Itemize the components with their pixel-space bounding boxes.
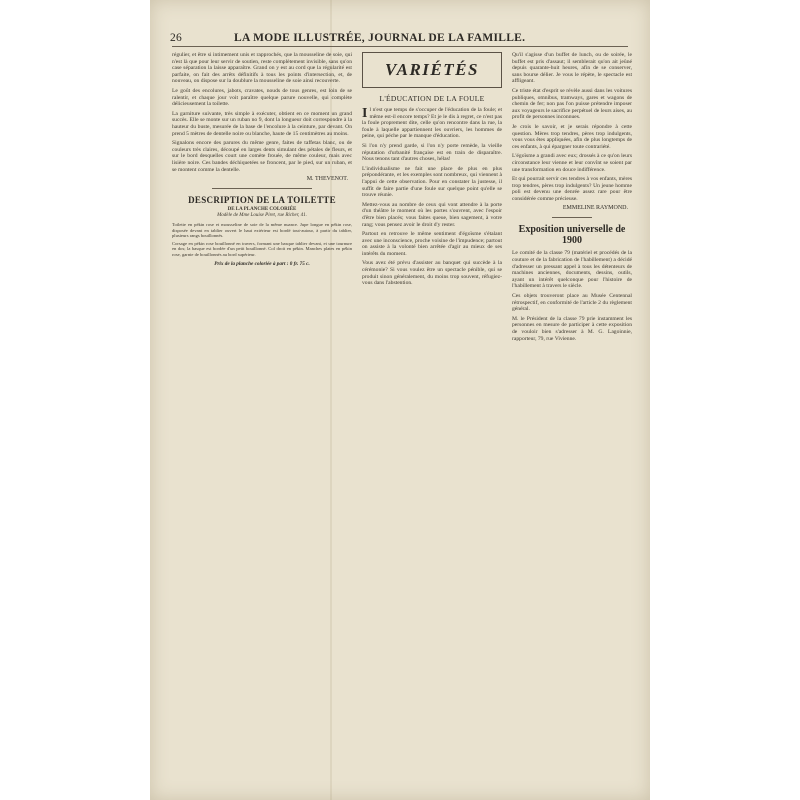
plate-price: Prix de la planche coloriée à part : 0 fr. 75 c. bbox=[214, 260, 310, 267]
paragraph: Ces objets trouveront place au Musée Centennal rétrospectif, en conformité de l'article 2 du règlement général. bbox=[512, 293, 632, 313]
paragraph: Signalons encore des parures du même genre, faites de taffetas blanc, ou de couleurs très claires, découpé en larges dents simulant des pétales de fleurs, et sur le bord desquelles court une comète frouée, de même couleur, mais avec lisière noire. Ces bandes déchiquetées se froncent, par le pied, sur un ruban, et se montent comme la dentelle. bbox=[172, 140, 352, 173]
toilette-paragraph: Toilette en pékin rose et mousseline de soie de la même nuance. Jupe longue en pékin rose, disposée devant en tablier ouvert le haut extérieur est bordé tout-autour, à partir du tablier, plusieurs rangs bouillonnés. bbox=[172, 222, 352, 239]
paragraph: Le comité de la classe 79 (matériel et procédés de la couture et de la fabrication de l'habillement) a décidé d'adresser un pressant appel à tous les détenteurs de machines anciennes, documents, dessins, outils, ayant un intérêt quelconque pour l'histoire de l'habillement à travers le siècle. bbox=[512, 250, 632, 290]
toilette-model: Modèle de Mme Louise Piret, rue Richer, 41. bbox=[217, 213, 307, 219]
header-rule bbox=[172, 46, 628, 47]
journal-title: LA MODE ILLUSTRÉE, JOURNAL DE LA FAMILLE. bbox=[234, 32, 526, 44]
newspaper-page bbox=[150, 0, 650, 800]
column-right bbox=[512, 52, 632, 345]
column-middle bbox=[362, 52, 502, 290]
paragraph: L'égoïsme a grandi avec eux; drossés à ce qu'on leurs circonstance leur vienne et leur convînt se soient par une transformation en douce indifférence. bbox=[512, 153, 632, 173]
exposition-heading: Exposition universelle de 1900 bbox=[518, 224, 626, 247]
toilette-heading: DESCRIPTION DE LA TOILETTE bbox=[188, 195, 336, 206]
toilette-paragraph: Corsage en pékin rose bouillonné en travers, formant une basque tablier devant, et une tournure en dos; la basque est bordée d'un petit bouillonné. Col droit en pékin. Manches plates en pékin rose, garnie de bouillonnés au bord supérieur. bbox=[172, 240, 352, 258]
paragraph: M. le Président de la classe 79 prie instamment les personnes en mesure de participer à cette exposition de vouloir bien s'adresser à M. G. Lagoinnie, rapporteur, 79, rue Vivienne. bbox=[512, 315, 632, 342]
paragraph bbox=[362, 107, 502, 140]
paragraph: Vous avez été prévu d'assister au banquet qui succède à la cérémonie? Si vous voulez être un spectacle pénible, qui se produit sinon généralement, du moins trop souvent, réfugiez-vous dans l'abstention. bbox=[362, 260, 502, 287]
toilette-subheading: DE LA PLANCHE COLORIÉE bbox=[227, 207, 297, 213]
drop-cap: I bbox=[362, 106, 368, 121]
divider bbox=[552, 217, 592, 218]
paragraph: régulier, et être si intimement unis et rapprochés, que la mousseline de soie, qui n'est là que pour leur servir de soutien, reste complètement invisible, sans qu'on case séparation la laisse apparaître. Grand on y est au cord que la régularité est parfaite, on fait des arrêts définitifs à tous les points d'intersection, et, de nouveau, on dispose sur la doublure la mousseline de soie ainsi recouverte. bbox=[172, 52, 352, 85]
paragraph: Si l'on n'y prend garde, si l'on n'y porte remède, la vieille réputation d'urbanité française est en train de disparaître. Nous tenons tant d'autres choses, hélas! bbox=[362, 142, 502, 163]
paragraph-text: l n'est que temps de s'occuper de l'éducation de la foule; et même est-il encore temps? Et je le dis à regret, ce n'est pas la foule proprement dite, celle qu'on rencontre dans la rue, la foule à laquelle appartiennent les ouvriers, les hommes de peine, qui péche par le manque d'éducation. bbox=[362, 107, 502, 140]
paragraph: Partout en retrouve le même sentiment d'égoïsme s'étalant avec une inconscience, proche voisine de l'impudence; partout on assiste à la volonté bien arrêtée d'agir au mieux de ses intérêts du moment. bbox=[362, 231, 502, 257]
paragraph: Je crois le savoir, et je serais répondre à cette question. Mères trop tendres, pères trop indulgents, vous vous êtes appliquées, afin de plus longtemps de ces enfants, à qui épargner toute contrariété. bbox=[512, 123, 632, 150]
paragraph: La garniture suivante, très simple à exécuter, obtient en ce moment un grand succès. Elle se monte sur un ruban no 9, dont la longueur doit correspondre à la hauteur du buste, mesurée de la base de l'encolure à la ceinture, par devant. On prend 5 mètres de dentelle noire ou blanche, haute de 15 centimètres au moins. bbox=[172, 110, 352, 137]
paragraph: Et qui pourrait servir ces tendres à vos enfants, mères trop tendres, pères trop indulgents? Un jeune homme poli est devenu une denrée assez rare pour être considérée comme précieuse. bbox=[512, 176, 632, 202]
paragraph: Ce triste état d'esprit se révèle aussi dans les voitures publiques, omnibus, tramways, gares et wagons de chemin de fer; non pas l'on puisse prétendre imposer aux voyageurs le sacrifice perpétuel de leurs aises, au profit de personnes inconnues. bbox=[512, 87, 632, 121]
section-title: L'ÉDUCATION DE LA FOULE bbox=[379, 94, 485, 103]
author-signature: M. THEVENOT. bbox=[306, 176, 348, 183]
paragraph: L'individualisme ne fait une place de plus en plus prépondérante, et les exemples sont nombreux, qui viennent à l'appui de cette observation. Pour en constater la justesse, il suffit de faire partie d'une foule sur quelque point qu'elle se trouve réunie. bbox=[362, 165, 502, 199]
paragraph: Mettez-vous au nombre de ceux qui vont attendre à la porte d'un théâtre le moment où les portes s'ouvrent, avec l'espoir d'être bien placés; vous faites queue, bien sagement, à votre rang; vous pensez avoir le droit d'y rester. bbox=[362, 201, 502, 228]
paragraph: Le goût des encolures, jabots, cravates, nouds de tous genres, est loin de se ralentir, et chaque jour voit paraître quelque parure nouvelle, qui complète délicieusement la toilette. bbox=[172, 87, 352, 108]
column-left bbox=[172, 52, 352, 270]
varietes-banner: VARIÉTÉS bbox=[362, 52, 502, 88]
divider bbox=[212, 188, 312, 189]
paragraph: Qu'il s'agisse d'un buffet de lunch, ou de soirée, le buffet est pris d'assaut; il semblerait qu'on ait jeûné depuis quarante-huit heures, afin de se conserver, sans bourse délier. Je vous le répète, le spectacle est affligeant. bbox=[512, 52, 632, 85]
page-number: 26 bbox=[170, 32, 183, 44]
author-signature: EMMELINE RAYMOND. bbox=[562, 205, 628, 212]
